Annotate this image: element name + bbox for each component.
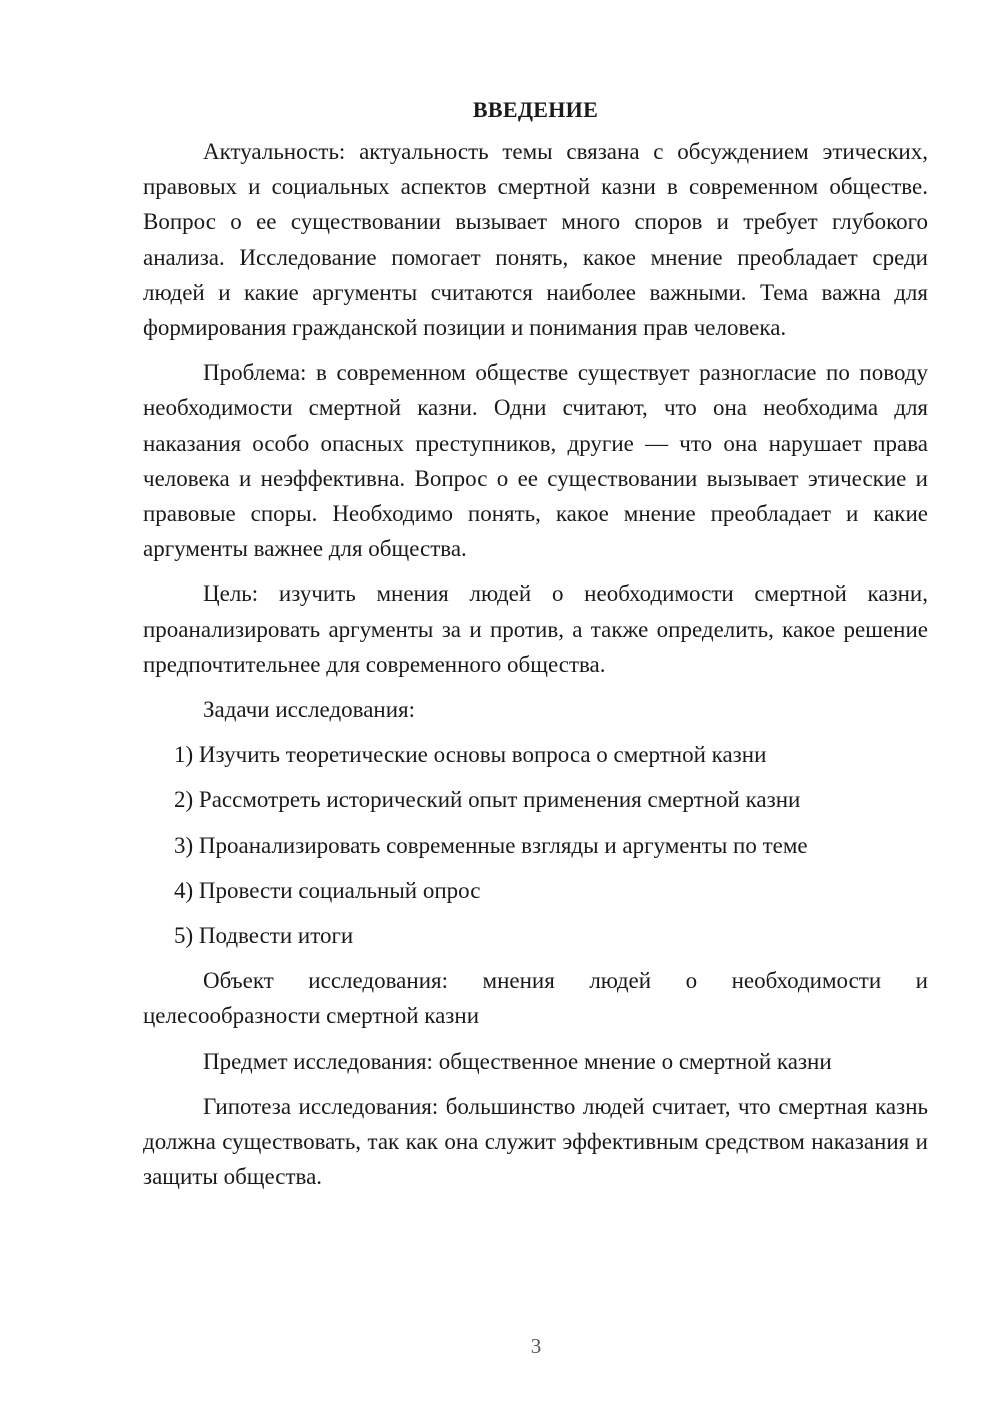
paragraph-subject: Предмет исследования: общественное мнение о смертной казни — [203, 1048, 832, 1074]
paragraph-relevance: Актуальность: актуальность темы связана с обсуждением этических, правовых и социальных аспектов смертной казни в современном обществе. Вопрос о ее существовании вызывает много споров и требует глубокого анализа. Исследование помогает понять, какое мнение преобладает среди людей и какие аргументы считаются наиболее важными. Тема важна для формирования гражданской позиции и понимания прав человека. — [143, 139, 928, 341]
paragraph-problem: Проблема: в современном обществе существует разногласие по поводу необходимости смертной казни. Одни считают, что она необходима для наказания особо опасных преступников, другие — что она нарушает права человека и неэффективна. Вопрос о ее существовании вызывает этические и правовые споры. Необходимо понять, какое мнение преобладает и какие аргументы важнее для общества. — [143, 360, 928, 562]
page-number: 3 — [530, 1334, 542, 1358]
task-item: 1) Изучить теоретические основы вопроса о смертной казни — [174, 742, 767, 768]
task-list — [143, 737, 928, 953]
tasks-heading: Задачи исследования: — [203, 697, 416, 723]
task-item: 2) Рассмотреть исторический опыт применения смертной казни — [174, 787, 801, 813]
document-body — [143, 92, 928, 1204]
task-item: 4) Провести социальный опрос — [174, 877, 481, 903]
paragraph-goal: Цель: изучить мнения людей о необходимости смертной казни, проанализировать аргументы за и против, а также определить, какое решение предпочтительнее для современного общества. — [143, 581, 928, 677]
task-item: 3) Проанализировать современные взгляды и аргументы по теме — [174, 832, 808, 858]
paragraph-hypothesis: Гипотеза исследования: большинство людей считает, что смертная казнь должна существовать, так как она служит эффективным средством наказания и защиты общества. — [143, 1093, 928, 1190]
task-item: 5) Подвести итоги — [174, 923, 354, 949]
section-title: ВВЕДЕНИЕ — [472, 97, 599, 122]
paragraph-object: Объект исследования: мнения людей о необходимости и целесообразности смертной казни — [143, 968, 928, 1029]
